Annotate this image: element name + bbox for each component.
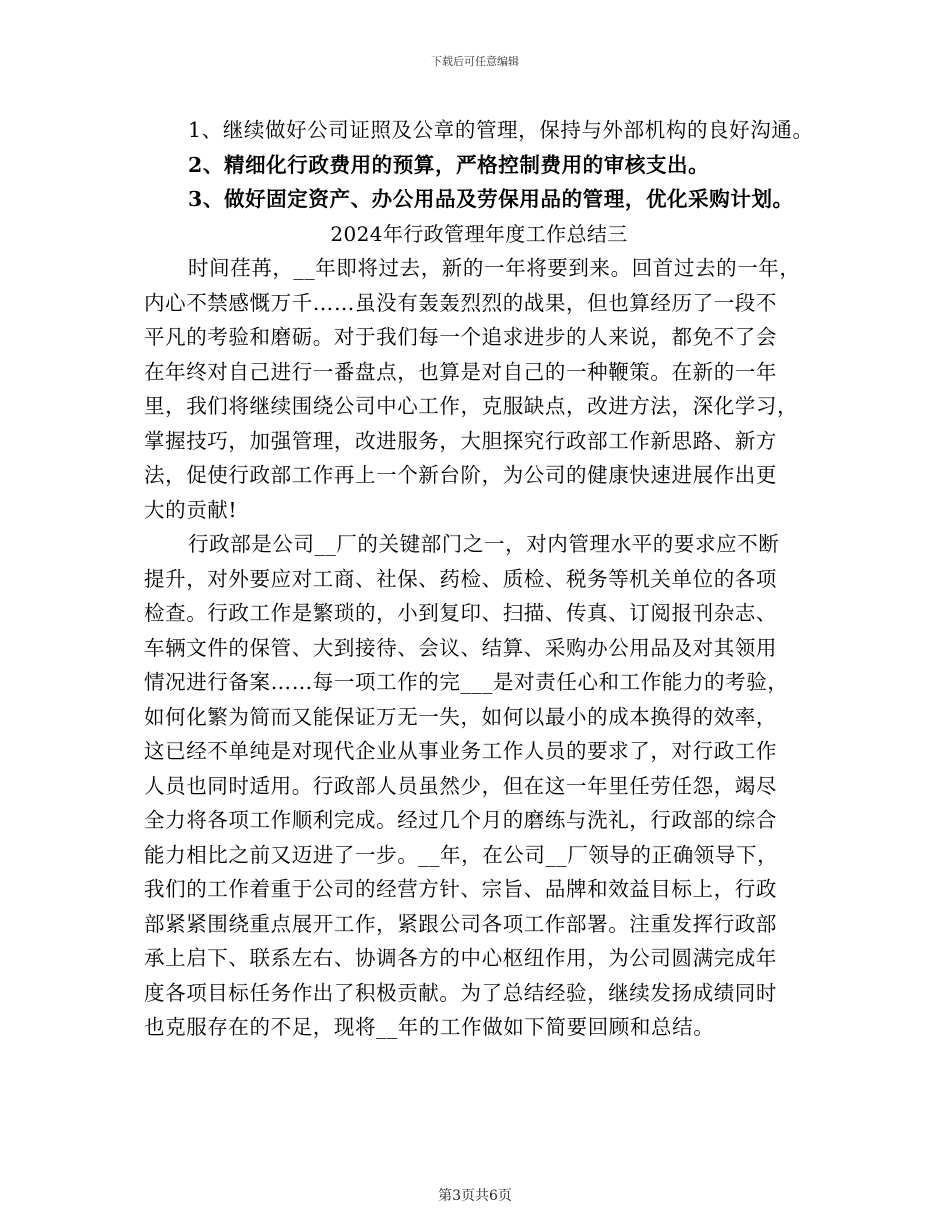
paragraph-line: 如何化繁为简而又能保证万无一失，如何以最小的成本换得的效率， [144,704,777,729]
paragraph-line: 平凡的考验和磨砺。对于我们每一个追求进步的人来说，都免不了会 [144,325,777,349]
paragraph-1 [144,251,814,527]
paragraph-line: 这已经不单纯是对现代企业从事业务工作人员的要求了，对行政工作 [144,739,777,763]
list-item-3: 3、做好固定资产、办公用品及劳保用品的管理，优化采购计划。 [188,187,794,211]
paragraph-line: 内心不禁感慨万千……虽没有轰轰烈烈的战果，但也算经历了一段不 [144,290,777,315]
paragraph-2 [144,527,814,1045]
paragraph-line: 行政部是公司__厂的关键部门之一，对内管理水平的要求应不断 [188,532,780,556]
document-body [144,113,814,1045]
page-header: 下载后可任意编辑 [431,55,519,68]
paragraph-line: 全力将各项工作顺利完成。经过几个月的磨练与洗礼，行政部的综合 [144,808,777,832]
paragraph-line: 能力相比之前又迈进了一步。__年，在公司__厂领导的正确领导下， [144,842,779,867]
paragraph-line: 提升，对外要应对工商、社保、药检、质检、税务等机关单位的各项 [144,566,777,591]
paragraph-line: 车辆文件的保管、大到接待、会议、结算、采购办公用品及对其领用 [144,635,777,660]
paragraph-line: 大的贡献! [144,497,238,522]
paragraph-line: 部紧紧围绕重点展开工作，紧跟公司各项工作部署。注重发挥行政部 [144,911,777,936]
paragraph-line: 法，促使行政部工作再上一个新台阶，为公司的健康快速进展作出更 [144,463,777,487]
section-title: 2024年行政管理年度工作总结三 [330,221,628,246]
list-item-2: 2、精细化行政费用的预算，严格控制费用的审核支出。 [188,152,710,177]
paragraph-line: 度各项目标任务作出了积极贡献。为了总结经验，继续发扬成绩同时 [144,980,777,1005]
paragraph-line: 也克服存在的不足，现将__年的工作做如下简要回顾和总结。 [144,1015,715,1039]
list-item-1: 1、继续做好公司证照及公章的管理，保持与外部机构的良好沟通。 [188,118,814,142]
paragraph-line: 承上启下、联系左右、协调各方的中心枢纽作用，为公司圆满完成年 [144,946,777,970]
paragraph-line: 里，我们将继续围绕公司中心工作，克服缺点，改进方法，深化学习， [144,394,799,418]
page-footer: 第3页共6页 [438,1188,512,1204]
paragraph-line: 时间荏苒，__年即将过去，新的一年将要到来。回首过去的一年， [188,256,801,280]
paragraph-line: 检查。行政工作是繁琐的，小到复印、扫描、传真、订阅报刊杂志、 [144,601,777,625]
paragraph-line: 我们的工作着重于公司的经营方针、宗旨、品牌和效益目标上，行政 [144,877,777,901]
paragraph-line: 在年终对自己进行一番盘点，也算是对自己的一种鞭策。在新的一年 [144,359,777,384]
paragraph-line: 人员也同时适用。行政部人员虽然少，但在这一年里任劳任怨，竭尽 [144,773,777,798]
paragraph-line: 掌握技巧，加强管理，改进服务，大胆探究行政部工作新思路、新方 [144,428,777,453]
paragraph-line: 情况进行备案……每一项工作的完___是对责任心和工作能力的考验， [144,670,789,694]
